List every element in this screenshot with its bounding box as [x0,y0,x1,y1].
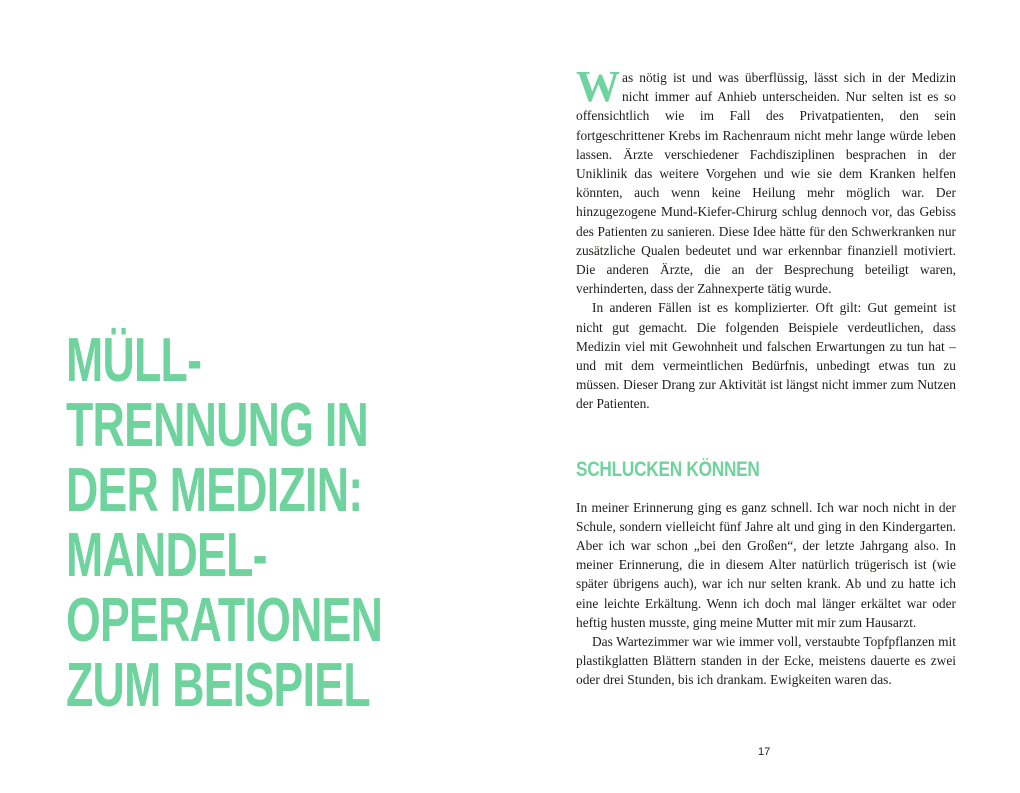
chapter-title-line: DER MEDIZIN: [66,456,363,525]
right-page [576,62,956,690]
paragraph: In anderen Fällen ist es komplizierter. Oft gilt: Gut gemeint ist nicht gut gemacht. Die folgenden Beispiele verdeutlichen, dass Medizin viel mit Gewohnheit und falschen Erwartungen zu tun hat – und mit dem vermeintlichen Bedürfnis, unbedingt etwas tun zu müssen. Dieser Drang zur Aktivität ist längst nicht immer zum Nutzen der Patienten. [576,300,956,412]
paragraph-intro-text: as nötig ist und was überflüssig, lässt sich in der Medizin nicht immer auf Anhieb unterscheiden. Nur selten ist es so offensichtlich wie im Fall des Privatpatienten, den sein fortgeschrittener Krebs im Rachenraum nicht mehr lange würde leben lassen. Ärzte verschiedener Fachdisziplinen besprachen in der Uniklinik das weitere Vorgehen und wie sie dem Kranken helfen könnten, auch wenn keine Heilung mehr möglich war. Der hinzugezogene Mund-Kiefer-Chirurg schlug dennoch vor, das Gebiss des Patienten zu sanieren. Diese Idee hätte für den Schwerkranken nur zusätzliche Qualen bedeutet und war erkennbar finanziell motiviert. Die anderen Ärzte, die an der Besprechung beteiligt waren, verhinderten, dass der Zahnexperte tätig wurde. [576,70,956,297]
drop-cap: W [576,62,620,111]
chapter-title-line: ZUM BEISPIEL [66,651,370,720]
paragraph-intro [576,62,956,298]
paragraph: In meiner Erinnerung ging es ganz schnell. Ich war noch nicht in der Schule, sondern vielleicht fünf Jahre alt und ging in den Kindergarten. Aber ich war schon „bei den Großen“, der letzte Jahrgang also. In meiner Erinnerung, die in diesem Alter natürlich trügerisch ist (wie später übrigens auch), war ich nur selten krank. Ab und zu hatte ich eine leichte Erkältung. Wenn ich doch mal länger erkältet war oder heftig husten musste, ging meine Mutter mit mir zum Hausarzt. [576,499,956,630]
chapter-title [66,326,383,720]
chapter-title-line: TRENNUNG IN [66,391,369,460]
chapter-title-line: MANDEL- [66,521,267,590]
chapter-title-line: OPERATIONEN [66,586,383,655]
section-heading: SCHLUCKEN KÖNNEN [576,457,760,481]
page-number: 17 [758,746,771,758]
paragraph: Das Wartezimmer war wie immer voll, verstaubte Topfpflanzen mit plastikglatten Blättern standen in der Ecke, meistens dauerte es zwei oder drei Stunden, bis ich drankam. Ewigkeiten waren das. [576,634,956,688]
chapter-title-line: MÜLL- [66,326,202,395]
